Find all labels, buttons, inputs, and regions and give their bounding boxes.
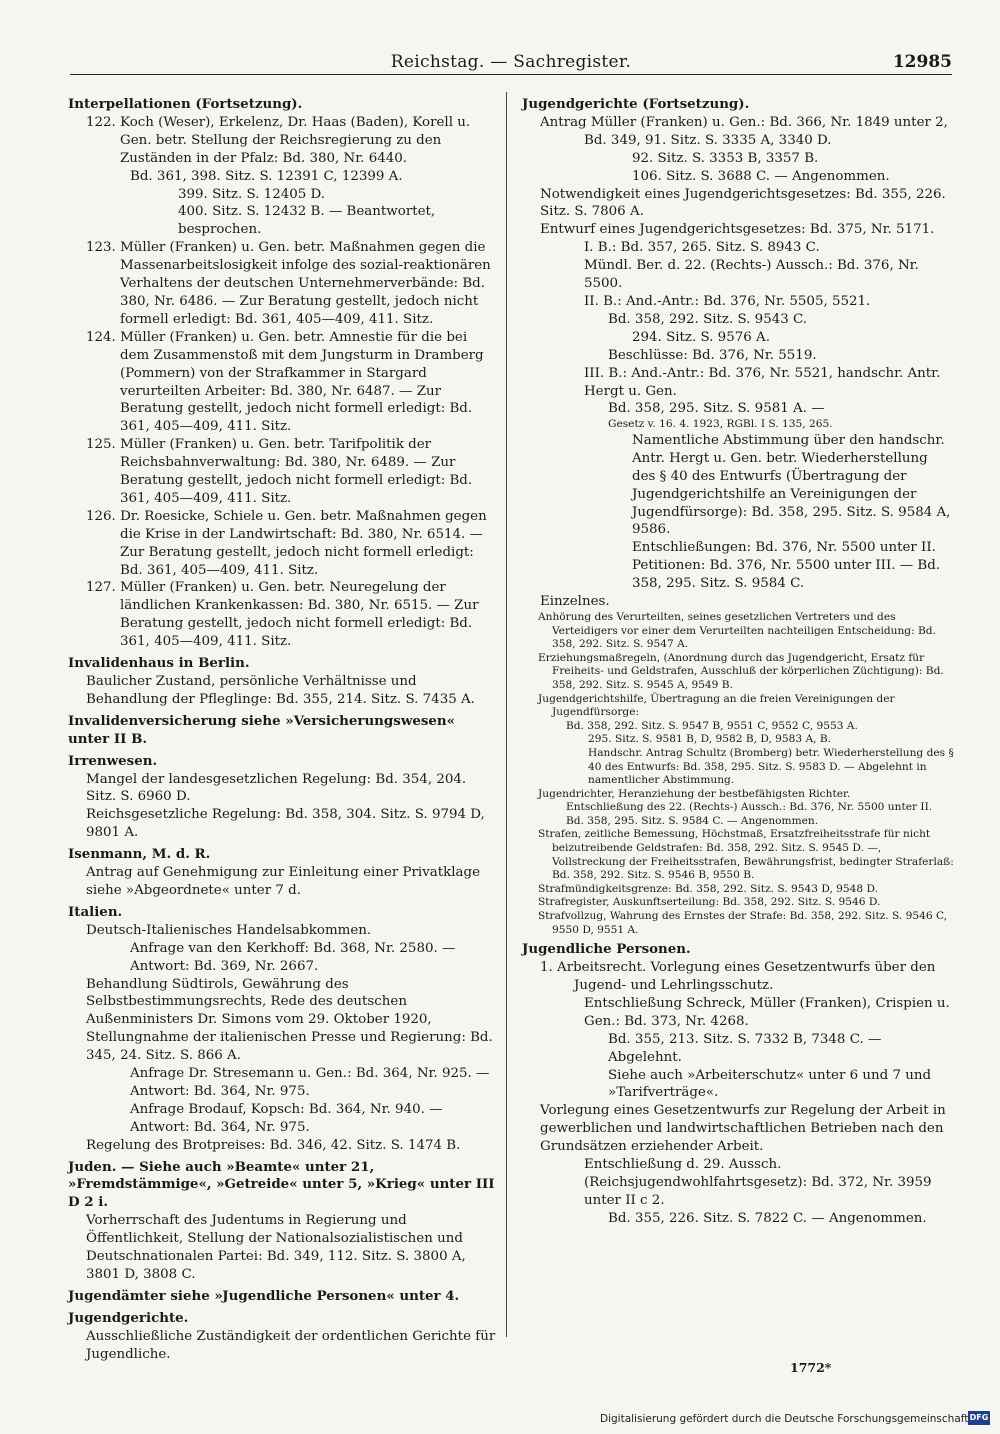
register-entry: Bd. 361, 398. Sitz. S. 12391 C, 12399 A. xyxy=(130,168,403,184)
register-heading: 126. Dr. Roesicke, Schiele u. Gen. betr. Maßnahmen gegen die Krise in der Landwirtschaft: Bd. 380, Nr. 6514. — Zur Beratung gestellt, jedoch nicht formell erledigt: Bd. 361, 405—409, 411. Sitz. xyxy=(86,508,487,578)
register-entry: Bd. 355, 226. Sitz. S. 7822 C. — Angenommen. xyxy=(608,1210,927,1226)
register-heading: Interpellationen (Fortsetzung). xyxy=(68,96,303,112)
register-entry: Bd. 349, 91. Sitz. S. 3335 A, 3340 D. xyxy=(584,132,832,148)
register-heading: Italien. xyxy=(68,903,123,920)
register-heading: 127. Müller (Franken) u. Gen. betr. Neuregelung der ländlichen Krankenkassen: Bd. 380, Nr. 6515. — Zur Beratung gestellt, jedoch nicht formell erledigt: Bd. 361, 405—409, 411. Sitz. xyxy=(86,580,479,650)
register-entry: III. B.: And.-Antr.: Bd. 376, Nr. 5521, handschr. Antr. Hergt u. Gen. xyxy=(584,365,941,399)
register-entry: 294. Sitz. S. 9576 A. xyxy=(632,329,770,345)
register-entry: Mangel der landesgesetzlichen Regelung: Bd. 354, 204. Sitz. S. 6960 D. xyxy=(86,771,467,805)
register-entry: Baulicher Zustand, persönliche Verhältnisse und Behandlung der Pfleglinge: Bd. 355, 214. Sitz. S. 7435 A. xyxy=(86,674,475,707)
register-entry: Anfrage Brodauf, Kopsch: Bd. 364, Nr. 940. — Antwort: Bd. 364, Nr. 975. xyxy=(130,1101,443,1135)
register-entry: Regelung des Brotpreises: Bd. 346, 42. Sitz. S. 1474 B. xyxy=(86,1137,461,1153)
column-divider xyxy=(506,92,507,1337)
register-heading: Jugendgerichte. xyxy=(68,1309,189,1326)
register-entry: Anhörung des Verurteilten, seines gesetzlichen Vertreters und des Verteidigers vor einer dem Verurteilten nachteiligen Entscheidung: Bd. 358, 292. Sitz. S. 9547 A. xyxy=(538,610,936,651)
register-entry: 295. Sitz. S. 9581 B, D, 9582 B, D, 9583 A, B. xyxy=(588,733,832,746)
register-entry: Notwendigkeit eines Jugendgerichtsgesetzes: Bd. 355, 226. Sitz. S. 7806 A. xyxy=(540,186,946,220)
register-entry: Antrag auf Genehmigung zur Einleitung einer Privatklage siehe »Abgeordnete« unter 7 d. xyxy=(86,865,481,898)
register-entry: Entschließung des 22. (Rechts-) Aussch.: Bd. 376, Nr. 5500 unter II. xyxy=(566,801,933,814)
register-entry: Deutsch-Italienisches Handelsabkommen. xyxy=(86,922,372,938)
register-entry: Einzelnes. xyxy=(540,594,610,610)
register-entry: Reichsgesetzliche Regelung: Bd. 358, 304. Sitz. S. 9794 D, 9801 A. xyxy=(86,807,485,841)
register-entry: Erziehungsmaßregeln, (Anordnung durch das Jugendgericht, Ersatz für Freiheits- und Geldstrafen, Ausschluß der körperlichen Züchtigung): Bd. 358, 292. Sitz. S. 9545 A, 9549 B. xyxy=(538,651,944,691)
running-title: Reichstag. — Sachregister. xyxy=(390,52,632,72)
register-heading: Invalidenversicherung siehe »Versicherungswesen« unter II B. xyxy=(68,712,456,747)
left-column xyxy=(68,92,498,1364)
register-heading: 1. Arbeitsrecht. Vorlegung eines Gesetzentwurfs über den Jugend- und Lehrlingsschutz. xyxy=(540,960,936,994)
register-heading: Jugendgerichte (Fortsetzung). xyxy=(522,96,750,112)
register-heading: Irrenwesen. xyxy=(68,752,158,769)
digitization-credit: Digitalisierung gefördert durch die Deutsche Forschungsgemeinschaft xyxy=(600,1413,969,1425)
register-entry: Antrag Müller (Franken) u. Gen.: Bd. 366, Nr. 1849 unter 2, xyxy=(540,114,948,130)
register-entry: II. B.: And.-Antr.: Bd. 376, Nr. 5505, 5521. xyxy=(584,293,871,309)
register-entry: Petitionen: Bd. 376, Nr. 5500 unter III. — Bd. 358, 295. Sitz. S. 9584 C. xyxy=(632,558,941,592)
register-entry: Entschließung d. 29. Aussch. (Reichsjugendwohlfahrtsgesetz): Bd. 372, Nr. 3959 unter II c 2. xyxy=(584,1157,932,1208)
register-heading: 122. Koch (Weser), Erkelenz, Dr. Haas (Baden), Korell u. Gen. betr. Stellung der Reichsregierung zu den Zuständen in der Pfalz: Bd. 380, Nr. 6440. xyxy=(86,114,471,166)
register-entry: Handschr. Antrag Schultz (Bromberg) betr. Wiederherstellung des § 40 des Entwurfs: Bd. 358, 295. Sitz. S. 9583 D. — Abgelehnt in namentlicher Abstimmung. xyxy=(588,746,954,787)
register-heading: 125. Müller (Franken) u. Gen. betr. Tarifpolitik der Reichsbahnverwaltung: Bd. 380, Nr. 6489. — Zur Beratung gestellt, jedoch nicht formell erledigt: Bd. 361, 405—409, 411. Sitz. xyxy=(86,437,473,506)
register-heading: 124. Müller (Franken) u. Gen. betr. Amnestie für die bei dem Zusammenstoß mit dem Jungsturm in Dramberg (Pommern) von der Strafkammer in Stargard verurteilten Arbeiter: Bd. 380, Nr. 6487. — Zur Beratung gestellt, jedoch nicht formell erledigt: Bd. 361, 405—409, 411. Sitz. xyxy=(86,329,484,435)
register-entry: Entschließung Schreck, Müller (Franken), Crispien u. Gen.: Bd. 373, Nr. 4268. xyxy=(584,995,950,1029)
register-entry: 399. Sitz. S. 12405 D. xyxy=(178,186,326,202)
register-entry: Bd. 358, 295. Sitz. S. 9581 A. — xyxy=(608,401,825,417)
register-entry: Beschlüsse: Bd. 376, Nr. 5519. xyxy=(608,347,817,363)
register-entry: Strafen, zeitliche Bemessung, Höchstmaß, Ersatzfreiheitsstrafe für nicht beizutreibende Geldstrafen: Bd. 358, 292. Sitz. S. 9545 D. —, Vollstreckung der Freiheitsstrafen, Bewährungsfrist, bedingter Straferlaß: Bd. 358, 292. Sitz. S. 9546 B, 9550 B. xyxy=(538,828,954,882)
register-entry: Jugendrichter, Heranziehung der bestbefähigsten Richter. xyxy=(538,787,851,800)
sheet-number: 1772* xyxy=(790,1360,832,1375)
register-entry: Bd. 358, 292. Sitz. S. 9547 B, 9551 C, 9552 C, 9553 A. xyxy=(566,719,858,732)
register-entry: Strafvollzug, Wahrung des Ernstes der Strafe: Bd. 358, 292. Sitz. S. 9546 C, 9550 D, 9551 A. xyxy=(538,910,948,936)
register-entry: I. B.: Bd. 357, 265. Sitz. S. 8943 C. xyxy=(584,240,820,256)
register-entry: 92. Sitz. S. 3353 B, 3357 B. xyxy=(632,150,819,166)
register-entry: Namentliche Abstimmung über den handschr. Antr. Hergt u. Gen. betr. Wiederherstellung des § 40 des Entwurfs (Übertragung der Jugendgerichtshilfe an Vereinigungen der Jugendfürsorge): Bd. 358, 295. Sitz. S. 9584 A, 9586. xyxy=(632,432,951,538)
register-entry: Vorlegung eines Gesetzentwurfs zur Regelung der Arbeit in gewerblichen und landwirtschaftlichen Betrieben nach den Grundsätzen erziehender Arbeit. xyxy=(540,1103,946,1155)
register-entry: Strafmündigkeitsgrenze: Bd. 358, 292. Sitz. S. 9543 D, 9548 D. xyxy=(538,882,878,895)
register-entry: Behandlung Südtirols, Gewährung des Selbstbestimmungsrechts, Rede des deutschen Außenministers Dr. Simons vom 29. Oktober 1920, Stellungnahme der italienischen Presse und Regierung: Bd. 345, 24. Sitz. S. 866 A. xyxy=(86,976,493,1064)
page-number: 12985 xyxy=(892,52,952,72)
register-heading: 123. Müller (Franken) u. Gen. betr. Maßnahmen gegen die Massenarbeitslosigkeit infolge des sozial-reaktionären Verhaltens der deutschen Unternehmerverbände: Bd. 380, Nr. 6486. — Zur Beratung gestellt, jedoch nicht formell erledigt: Bd. 361, 405—409, 411. Sitz. xyxy=(86,240,491,327)
register-entry: Bd. 358, 295. Sitz. S. 9584 C. — Angenommen. xyxy=(566,814,819,827)
register-heading: Jugendämter siehe »Jugendliche Personen« unter 4. xyxy=(68,1287,460,1304)
register-entry: Anfrage van den Kerkhoff: Bd. 368, Nr. 2580. — Antwort: Bd. 369, Nr. 2667. xyxy=(130,940,456,974)
register-entry: Anfrage Dr. Stresemann u. Gen.: Bd. 364, Nr. 925. — Antwort: Bd. 364, Nr. 975. xyxy=(130,1066,490,1099)
register-entry: Jugendgerichtshilfe, Übertragung an die freien Vereinigungen der Jugendfürsorge: xyxy=(538,692,895,719)
register-entry: Gesetz v. 16. 4. 1923, RGBl. I S. 135, 265. xyxy=(608,418,833,431)
register-entry: 400. Sitz. S. 12432 B. — Beantwortet, besprochen. xyxy=(178,204,436,238)
register-entry: 106. Sitz. S. 3688 C. — Angenommen. xyxy=(632,168,890,184)
register-heading: Isenmann, M. d. R. xyxy=(68,846,211,863)
register-entry: Entwurf eines Jugendgerichtsgesetzes: Bd. 375, Nr. 5171. xyxy=(540,222,935,238)
register-entry: Vorherrschaft des Judentums in Regierung und Öffentlichkeit, Stellung der Nationalsozialistischen und Deutschnationalen Partei: Bd. 349, 112. Sitz. S. 3800 A, 3801 D, 3808 C. xyxy=(86,1213,466,1282)
register-entry: Ausschließliche Zuständigkeit der ordentlichen Gerichte für Jugendliche. xyxy=(86,1328,496,1362)
right-column xyxy=(522,92,954,1228)
register-heading: Invalidenhaus in Berlin. xyxy=(68,655,250,672)
register-entry: Mündl. Ber. d. 22. (Rechts-) Aussch.: Bd. 376, Nr. 5500. xyxy=(584,258,919,292)
register-heading: Jugendliche Personen. xyxy=(522,941,691,958)
register-entry: Entschließungen: Bd. 376, Nr. 5500 unter II. xyxy=(632,540,936,556)
register-entry: Bd. 355, 213. Sitz. S. 7332 B, 7348 C. — Abgelehnt. xyxy=(608,1031,882,1065)
register-entry: Siehe auch »Arbeiterschutz« unter 6 und 7 und »Tarifverträge«. xyxy=(608,1067,932,1101)
register-heading: Juden. — Siehe auch »Beamte« unter 21, »Fremdstämmige«, »Getreide« unter 5, »Krieg« unter III D 2 i. xyxy=(68,1158,495,1211)
register-entry: Bd. 358, 292. Sitz. S. 9543 C. xyxy=(608,311,808,327)
page-header xyxy=(70,52,952,75)
register-entry: Strafregister, Auskunftserteilung: Bd. 358, 292. Sitz. S. 9546 D. xyxy=(538,896,881,909)
dfg-logo-icon: DFG xyxy=(968,1411,990,1425)
